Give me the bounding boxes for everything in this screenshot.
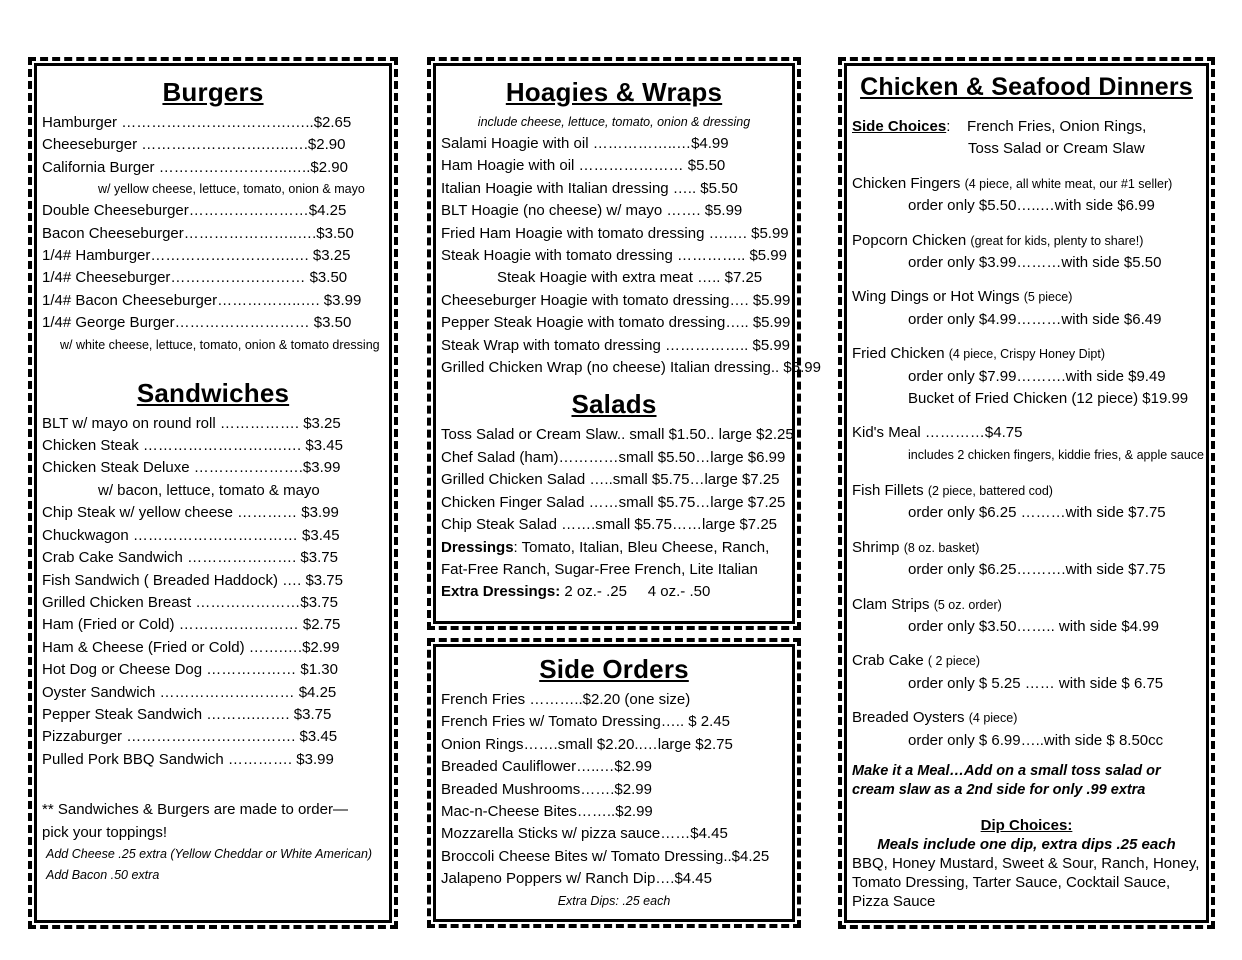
extra-dips-note: Extra Dips: .25 each (557, 893, 671, 908)
menu-item: Grilled Chicken Salad …..small $5.75…large $7.25 (441, 471, 780, 489)
side-choices-text-2: Toss Salad or Cream Slaw (968, 140, 1145, 158)
seafood-item (852, 650, 1201, 695)
dinner-detail: (4 piece, Crispy Honey Dipt) (948, 347, 1106, 362)
add-bacon-note: Add Bacon .50 extra (46, 867, 160, 882)
menu-item: Bacon Cheeseburger…………………..….$3.50 (42, 224, 354, 242)
menu-item: Mozzarella Sticks w/ pizza sauce……$4.45 (441, 825, 728, 843)
menu-item: BLT w/ mayo on round roll ……………. $3.25 (42, 414, 341, 432)
menu-item: Chicken Finger Salad ……small $5.75…large $7.25 (441, 493, 786, 511)
menu-item: Fish Sandwich ( Breaded Haddock) …. $3.75 (42, 571, 343, 589)
order-note: pick your toppings! (42, 823, 168, 841)
side-choices-label: Side Choices (852, 118, 947, 135)
side-choices-line (852, 116, 1201, 138)
add-cheese-note: Add Cheese .25 extra (Yellow Cheddar or White American) (46, 846, 373, 861)
bucket-line: Bucket of Fried Chicken (12 piece) $19.99 (908, 390, 1189, 408)
menu-item: Mac-n-Cheese Bites……..$2.99 (441, 803, 653, 821)
menu-item: Double Cheeseburger……………………$4.25 (42, 202, 347, 220)
dressings-text: : Tomato, Italian, Bleu Cheese, Ranch, (513, 538, 770, 556)
dressings-label: Dressings (441, 538, 514, 556)
menu-item: French Fries w/ Tomato Dressing….. $ 2.45 (441, 713, 730, 731)
menu-item: BLT Hoagie (no cheese) w/ mayo ……. $5.99 (441, 202, 743, 220)
dip-list: BBQ, Honey Mustard, Sweet & Sour, Ranch, Honey, Tomato Dressing, Tarter Sauce, Cocktail Sauce, Pizza Sauce (852, 854, 1200, 910)
menu-item: Chuckwagon …………………………… $3.45 (42, 526, 340, 544)
menu-item: Steak Hoagie with tomato dressing ………….. $5.99 (441, 247, 787, 265)
dip-choices-heading: Dip Choices: (980, 816, 1073, 834)
menu-item: Jalapeno Poppers w/ Ranch Dip….$4.45 (441, 870, 712, 888)
menu-item: Cheeseburger Hoagie with tomato dressing…. $5.99 (441, 291, 791, 309)
dinner-name: Fried Chicken (852, 345, 945, 363)
dinners-heading: Chicken & Seafood Dinners (860, 73, 1193, 101)
seafood-item (852, 594, 1201, 639)
side-orders-panel (427, 638, 801, 928)
dinner-item (852, 286, 1201, 331)
dinner-name: Popcorn Chicken (852, 231, 967, 249)
hoagies-heading: Hoagies & Wraps (505, 77, 723, 107)
extra-dressings-text: 2 oz.- .25 4 oz.- .50 (564, 583, 711, 601)
seafood-detail: (5 oz. order) (933, 597, 1002, 612)
seafood-item (852, 537, 1201, 582)
kids-meal (852, 422, 1204, 465)
dressings-line-2: Fat-Free Ranch, Sugar-Free French, Lite Italian (441, 560, 758, 578)
seafood-price: order only $3.50…….. with side $4.99 (908, 617, 1159, 635)
seafood-detail: (4 piece) (968, 711, 1018, 726)
menu-item: Onion Rings…….small $2.20..…large $2.75 (441, 735, 733, 753)
menu-item: Fried Ham Hoagie with tomato dressing ….…. $5.99 (441, 224, 789, 242)
menu-item: Grilled Chicken Breast …………………$3.75 (42, 593, 338, 611)
menu-item: 1/4# Hamburger……………………….…. $3.25 (42, 247, 351, 265)
dip-choices-subtitle: Meals include one dip, extra dips .25 each (877, 835, 1176, 853)
menu-item: Chip Steak Salad …….small $5.75……large $7.25 (441, 516, 778, 534)
kids-meal-line: Kid's Meal …………$4.75 (852, 424, 1023, 442)
dinner-price: order only $5.50…..…with side $6.99 (908, 197, 1155, 215)
menu-item: Ham Hoagie with oil ………………… $5.50 (441, 157, 726, 175)
hoagies-salads-panel (427, 57, 821, 630)
menu-item: Pulled Pork BBQ Sandwich …………. $3.99 (42, 750, 334, 768)
dinner-name: Chicken Fingers (852, 174, 961, 192)
dinner-name: Wing Dings or Hot Wings (852, 288, 1020, 306)
meal-offer-2: cream slaw as a 2nd side for only .99 extra (852, 781, 1146, 798)
side-choices-text: : French Fries, Onion Rings, (946, 118, 1147, 135)
salads-heading: Salads (571, 389, 657, 420)
dinner-item (852, 230, 1201, 275)
dinner-price: order only $3.99………with side $5.50 (908, 254, 1162, 272)
menu-item: Hot Dog or Cheese Dog ……………… $1.30 (42, 661, 338, 679)
menu-item: Broccoli Cheese Bites w/ Tomato Dressing..$4.25 (441, 847, 770, 865)
dinners-panel (838, 57, 1215, 929)
menu-item: Steak Hoagie with extra meat ….. $7.25 (497, 269, 763, 287)
kids-meal-detail: includes 2 chicken fingers, kiddie fries, & apple sauce (908, 447, 1204, 462)
menu-item: 1/4# Bacon Cheeseburger……………..…. $3.99 (42, 291, 362, 309)
dinner-detail: (4 piece, all white meat, our #1 seller) (964, 176, 1173, 191)
item-note: w/ yellow cheese, lettuce, tomato, onion & mayo (98, 182, 365, 197)
menu-item: Chip Steak w/ yellow cheese ………… $3.99 (42, 504, 339, 522)
menu-item: Ham & Cheese (Fried or Cold) …….….$2.99 (42, 638, 340, 656)
menu-item: 1/4# Cheeseburger……………………… $3.50 (42, 269, 348, 287)
seafood-name: Shrimp (852, 538, 900, 556)
seafood-detail: ( 2 piece) (927, 654, 980, 669)
menu-item: Breaded Mushrooms…….$2.99 (441, 780, 652, 798)
menu-item: Salami Hoagie with oil ……………..…$4.99 (441, 135, 729, 152)
menu-item: Cheeseburger …………………….…..….$2.90 (42, 136, 346, 154)
dinner-price: order only $7.99……….with side $9.49 (908, 367, 1166, 385)
menu-item: Chicken Steak Deluxe ………………….$3.99 (42, 459, 341, 477)
extra-dressings-line (441, 581, 787, 603)
menu-item: Grilled Chicken Wrap (no cheese) Italian dressing.. $5.99 (441, 359, 821, 377)
burgers-sandwiches-panel (28, 57, 398, 929)
seafood-name: Breaded Oysters (852, 709, 965, 727)
menu-item: Chef Salad (ham)…………small $5.50…large $6.99 (441, 448, 786, 466)
dinner-item (852, 343, 1201, 410)
dressings-line (441, 537, 787, 559)
seafood-price: order only $ 6.99…..with side $ 8.50cc (908, 731, 1164, 749)
menu-item: Ham (Fried or Cold) …………………… $2.75 (42, 616, 341, 634)
burgers-heading: Burgers (162, 77, 264, 107)
menu-item: French Fries ………..$2.20 (one size) (441, 691, 691, 708)
dinner-price: order only $4.99………with side $6.49 (908, 310, 1162, 328)
menu-item: Chicken Steak ……………………….…. $3.45 (42, 437, 343, 455)
menu-item: Pepper Steak Sandwich ……….……. $3.75 (42, 705, 332, 723)
menu-item: Steak Wrap with tomato dressing …………….. $5.99 (441, 336, 791, 354)
menu-item: Pizzaburger ……………………………. $3.45 (42, 728, 338, 746)
menu-item: Toss Salad or Cream Slaw.. small $1.50.. large $2.25 (441, 426, 794, 444)
dinner-detail: (great for kids, plenty to share!) (970, 233, 1144, 248)
menu-item: Crab Cake Sandwich …………………. $3.75 (42, 549, 338, 567)
seafood-item (852, 480, 1201, 525)
menu-item: Pepper Steak Hoagie with tomato dressing….. $5.99 (441, 314, 791, 332)
menu-item: Breaded Cauliflower…..…$2.99 (441, 758, 652, 776)
extra-dressings-label: Extra Dressings: (441, 583, 561, 601)
dinner-detail: (5 piece) (1023, 290, 1073, 305)
item-note: w/ bacon, lettuce, tomato & mayo (98, 481, 320, 499)
menu-item: Hamburger …………………………….…..$2.65 (42, 114, 352, 131)
seafood-name: Clam Strips (852, 595, 930, 613)
seafood-price: order only $ 5.25 …… with side $ 6.75 (908, 674, 1164, 692)
sandwiches-heading: Sandwiches (136, 377, 290, 408)
seafood-name: Crab Cake (852, 652, 924, 670)
menu-item: California Burger ……………………..…..$2.90 (42, 158, 348, 176)
hoagies-subtitle: include cheese, lettuce, tomato, onion & dressing (477, 115, 751, 129)
seafood-detail: (8 oz. basket) (903, 540, 980, 555)
seafood-price: order only $6.25 ………with side $7.75 (908, 504, 1166, 522)
meal-offer-1: Make it a Meal…Add on a small toss salad or (852, 762, 1161, 779)
seafood-item (852, 707, 1201, 752)
seafood-price: order only $6.25……….with side $7.75 (908, 561, 1166, 579)
menu-item: Oyster Sandwich ……………………… $4.25 (42, 683, 337, 701)
menu-item: Italian Hoagie with Italian dressing ….. $5.50 (441, 179, 738, 197)
order-note: ** Sandwiches & Burgers are made to order— (42, 801, 348, 819)
seafood-detail: (2 piece, battered cod) (927, 483, 1053, 498)
seafood-name: Fish Fillets (852, 481, 924, 499)
item-note: w/ white cheese, lettuce, tomato, onion & tomato dressing (60, 337, 380, 352)
dinner-item (852, 173, 1201, 218)
side-orders-heading: Side Orders (539, 654, 689, 684)
menu-item: 1/4# George Burger……………………… $3.50 (42, 314, 352, 332)
